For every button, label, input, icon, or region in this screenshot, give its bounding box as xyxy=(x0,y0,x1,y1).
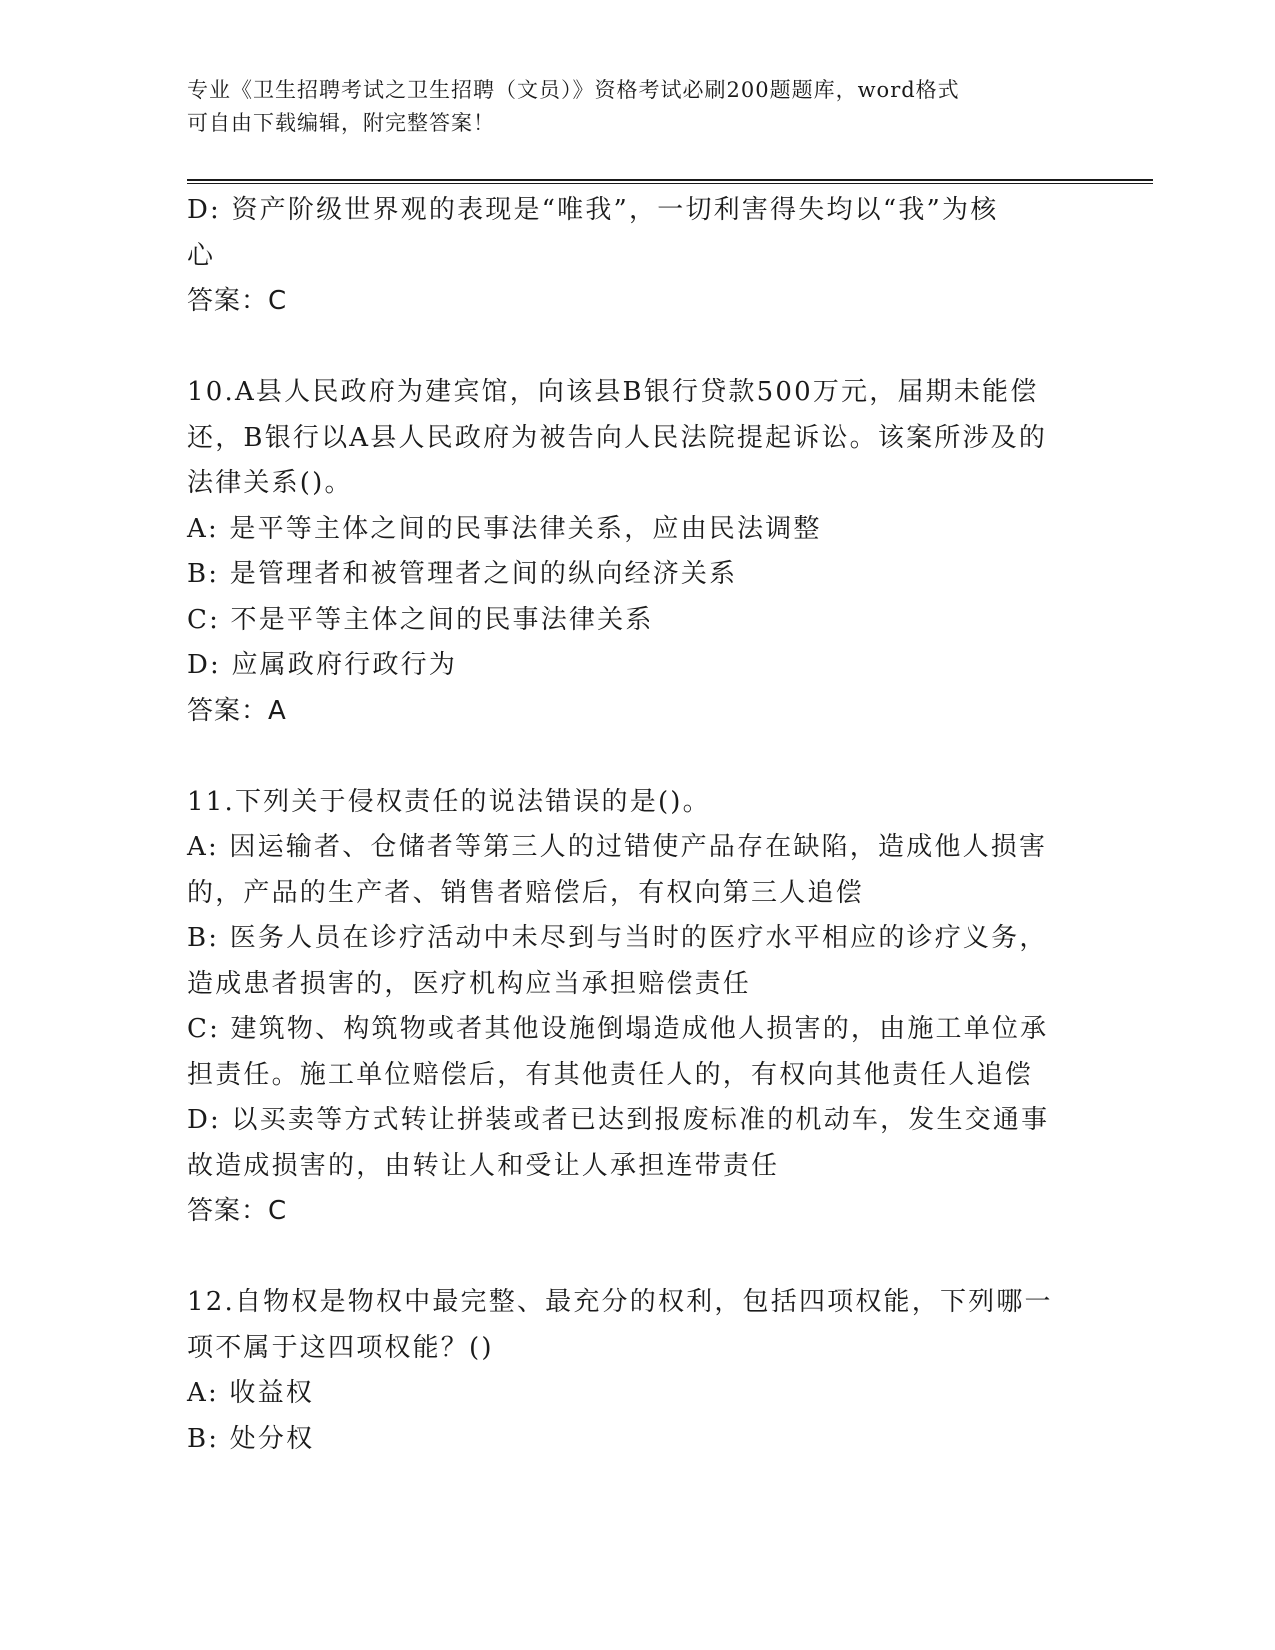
question-10 xyxy=(187,370,1087,734)
option-b-continued: 造成患者损害的，医疗机构应当承担赔偿责任 xyxy=(187,968,752,999)
page-header xyxy=(187,74,1067,140)
option-b: B: 处分权 xyxy=(187,1423,315,1454)
option-c: C: 不是平等主体之间的民事法律关系 xyxy=(187,604,654,635)
spacer xyxy=(187,1235,1087,1281)
option-a: A: 收益权 xyxy=(187,1378,315,1408)
spacer xyxy=(187,734,1087,780)
spacer xyxy=(187,325,1087,371)
header-divider-thick xyxy=(187,179,1153,181)
option-c: C: 建筑物、构筑物或者其他设施倒塌造成他人损害的，由施工单位承 xyxy=(187,1014,1049,1044)
header-title-line-1: 专业《卫生招聘考试之卫生招聘（文员）》资格考试必刷200题题库，word格式 xyxy=(187,78,960,102)
question-stem: 10.A县人民政府为建宾馆，向该县B银行贷款500万元，届期未能偿 xyxy=(187,377,1039,407)
option-d-continued: 心 xyxy=(187,240,216,271)
option-c-continued: 担责任。施工单位赔偿后，有其他责任人的，有权向其他责任人追偿 xyxy=(187,1059,1034,1090)
option-d: D: 应属政府行政行为 xyxy=(187,650,458,680)
header-title-line-2: 可自由下载编辑，附完整答案！ xyxy=(187,111,495,135)
option-d-continued: 故造成损害的，由转让人和受让人承担连带责任 xyxy=(187,1150,780,1181)
question-stem: 11.下列关于侵权责任的说法错误的是()。 xyxy=(187,786,711,817)
question-9-tail xyxy=(187,188,1087,325)
question-11 xyxy=(187,780,1087,1235)
option-a-continued: 的，产品的生产者、销售者赔偿后，有权向第三人追偿 xyxy=(187,877,864,908)
option-d: D: 以买卖等方式转让拼装或者已达到报废标准的机动车，发生交通事 xyxy=(187,1105,1050,1135)
option-a: A: 因运输者、仓储者等第三人的过错使产品存在缺陷，造成他人损害 xyxy=(187,832,1048,862)
option-d: D: 资产阶级世界观的表现是“唯我”，一切利害得失均以“我”为核 xyxy=(187,195,999,225)
question-stem-continued: 还，B银行以A县人民政府为被告向人民法院提起诉讼。该案所涉及的 xyxy=(187,422,1048,453)
answer-line: 答案：A xyxy=(187,695,287,726)
option-b: B: 医务人员在诊疗活动中未尽到与当时的医疗水平相应的诊疗义务， xyxy=(187,923,1048,953)
question-stem-continued: 项不属于这四项权能？() xyxy=(187,1332,494,1363)
header-divider-thin xyxy=(187,183,1153,184)
option-b: B: 是管理者和被管理者之间的纵向经济关系 xyxy=(187,559,738,589)
question-12 xyxy=(187,1280,1087,1462)
answer-line: 答案：C xyxy=(187,286,288,316)
question-stem-continued: 法律关系()。 xyxy=(187,468,353,498)
answer-line: 答案：C xyxy=(187,1196,288,1226)
document-body xyxy=(187,188,1087,1462)
option-a: A: 是平等主体之间的民事法律关系，应由民法调整 xyxy=(187,513,822,544)
question-stem: 12.自物权是物权中最完整、最充分的权利，包括四项权能，下列哪一 xyxy=(187,1287,1053,1317)
